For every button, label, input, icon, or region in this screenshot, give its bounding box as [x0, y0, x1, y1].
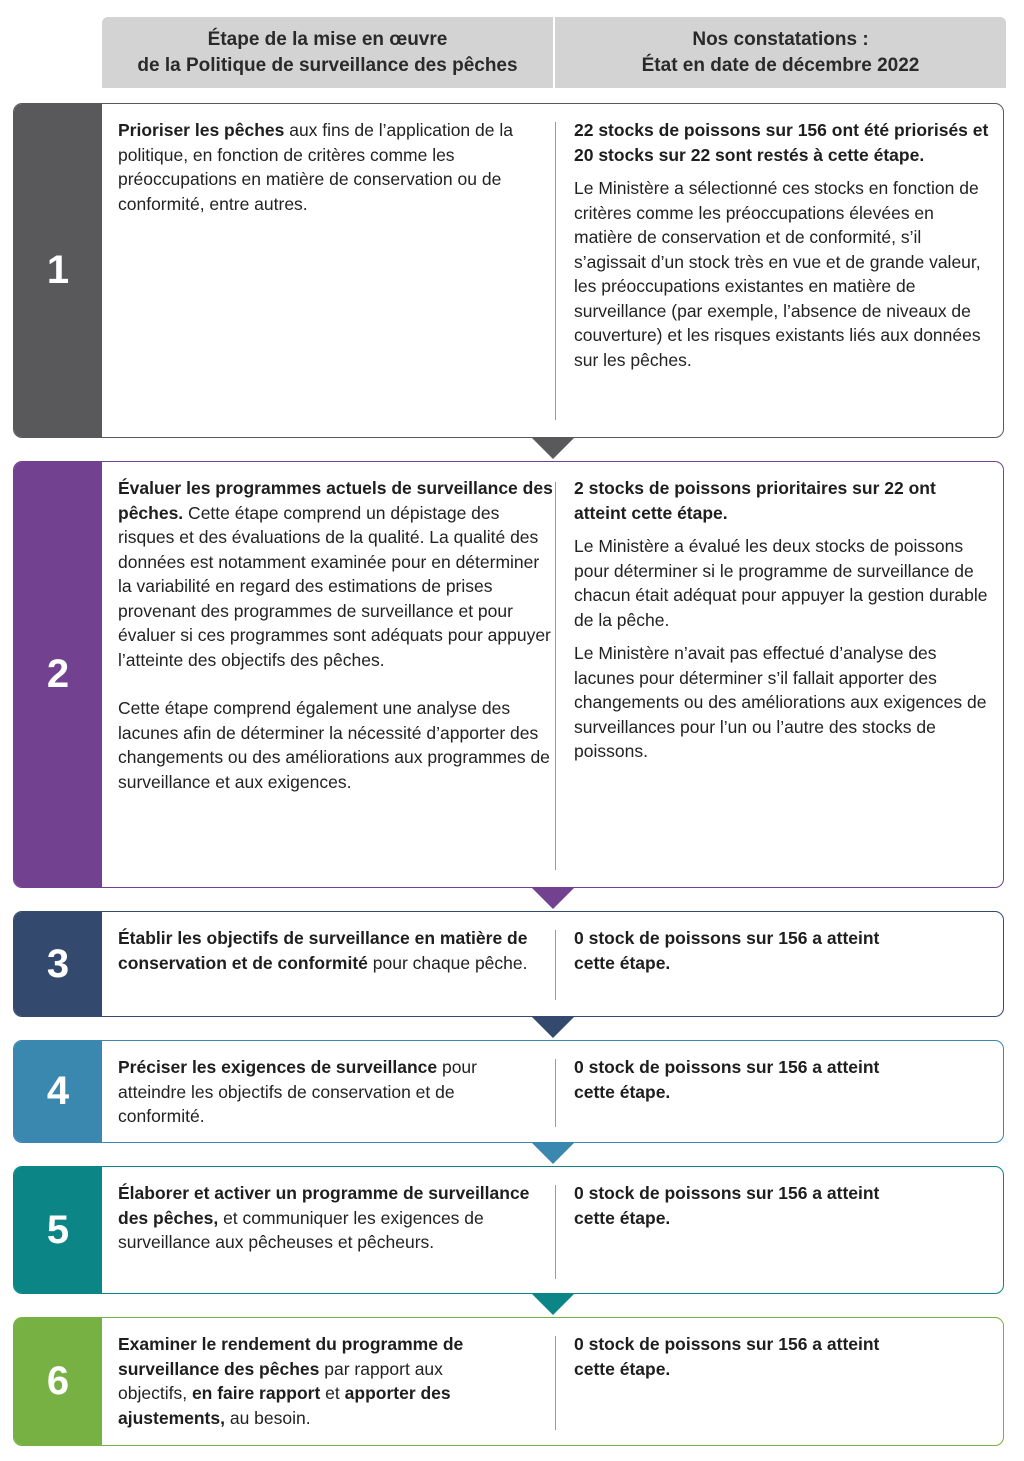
step-title-2: en faire rapport: [191, 1383, 321, 1403]
step-title: Examiner le rendement du programme de surveillance des pêches: [118, 1334, 464, 1379]
step-description: [102, 1041, 555, 1142]
step-description: [102, 1167, 555, 1293]
step-3: [13, 911, 1004, 1017]
finding-summary: 22 stocks de poissons sur 156 ont été priorisés et 20 stocks sur 22 sont restés à cette étape.: [574, 120, 989, 165]
step-findings: [555, 1318, 1003, 1445]
finding-detail: Le Ministère a évalué les deux stocks de poissons pour déterminer si le programme de surveillance de chacun était adéquat pour appuyer la gestion durable de la pêche.: [574, 536, 988, 630]
step-text-3: au besoin.: [224, 1407, 311, 1428]
down-arrow-icon: [531, 1293, 575, 1315]
step-description: [102, 912, 555, 1016]
finding-summary: 2 stocks de poissons prioritaires sur 22 ont atteint cette étape.: [574, 478, 936, 523]
column-divider: [555, 482, 556, 870]
step-findings: [555, 1041, 1003, 1142]
step-number: 5: [14, 1167, 102, 1293]
step-text-2: Cette étape comprend également une analyse des lacunes afin de déterminer la nécessité d’apporter des changements ou des améliorations aux programmes de surveillance et aux exigences.: [118, 698, 550, 792]
step-text: aux fins de l’application de la politique, en fonction de critères comme les préoccupations en matière de conservation ou de conformité, entre autres.: [118, 120, 513, 214]
step-5: [13, 1166, 1004, 1294]
column-divider: [555, 1059, 556, 1127]
step-number: 4: [14, 1041, 102, 1142]
step-text: par rapport aux objectifs,: [118, 1358, 443, 1403]
header-step-column: [102, 17, 555, 88]
finding-summary: 0 stock de poissons sur 156 a atteint cette étape.: [574, 1057, 880, 1102]
header-left-line1: Étape de la mise en œuvre: [207, 28, 448, 50]
step-findings: [555, 462, 1003, 887]
step-title: Élaborer et activer un programme de surveillance des pêches,: [118, 1183, 530, 1228]
header-right-line2: État en date de décembre 2022: [641, 54, 920, 76]
step-number: 2: [14, 462, 102, 887]
finding-summary: 0 stock de poissons sur 156 a atteint cette étape.: [574, 928, 880, 973]
step-4: [13, 1040, 1004, 1143]
step-title: Prioriser les pêches: [118, 120, 285, 140]
table-header: [102, 17, 1006, 88]
step-text: Cette étape comprend un dépistage des risques et des évaluations de la qualité. La qualité des données est notamment examinée pour en déterminer la variabilité en regard des estimations de prises provenant des programmes de surveillance et pour évaluer si ces programmes sont adéquats pour appuyer l’atteinte des objectifs des pêches.: [118, 502, 551, 670]
column-divider: [555, 930, 556, 1000]
column-divider: [555, 1336, 556, 1430]
finding-summary: 0 stock de poissons sur 156 a atteint cette étape.: [574, 1183, 880, 1228]
down-arrow-icon: [531, 887, 575, 909]
down-arrow-icon: [531, 437, 575, 459]
step-1: [13, 103, 1004, 438]
step-title-3: apporter des ajustements,: [118, 1383, 451, 1428]
header-left-line2: de la Politique de surveillance des pêches: [137, 54, 518, 76]
step-title: Établir les objectifs de surveillance en matière de conservation et de conformité: [118, 928, 528, 973]
step-number: 3: [14, 912, 102, 1016]
finding-detail: Le Ministère n’avait pas effectué d’analyse des lacunes pour déterminer s’il fallait apporter des changements ou des améliorations aux exigences de surveillances pour l’un ou l’autre des stocks de poissons.: [574, 643, 987, 761]
step-text: et communiquer les exigences de surveillance aux pêcheuses et pêcheurs.: [118, 1207, 484, 1252]
step-title: Préciser les exigences de surveillance: [118, 1057, 438, 1077]
step-text-2: et: [320, 1383, 345, 1403]
column-divider: [555, 1185, 556, 1279]
step-number: 1: [14, 104, 102, 437]
step-findings: [555, 104, 1003, 437]
down-arrow-icon: [531, 1016, 575, 1038]
step-description: [102, 462, 555, 887]
finding-summary: 0 stock de poissons sur 156 a atteint cette étape.: [574, 1334, 880, 1379]
step-6: [13, 1317, 1004, 1446]
down-arrow-icon: [531, 1142, 575, 1164]
step-2: [13, 461, 1004, 888]
step-text: pour atteindre les objectifs de conservation et de conformité.: [118, 1057, 477, 1126]
step-text: pour chaque pêche.: [367, 952, 528, 973]
column-divider: [555, 122, 556, 420]
step-description: [102, 1318, 555, 1445]
step-findings: [555, 1167, 1003, 1293]
step-number: 6: [14, 1318, 102, 1445]
step-findings: [555, 912, 1003, 1016]
header-right-line1: Nos constatations :: [692, 28, 869, 50]
step-title: Évaluer les programmes actuels de surveillance des pêches.: [118, 478, 553, 523]
step-description: [102, 104, 555, 437]
finding-detail: Le Ministère a sélectionné ces stocks en fonction de critères comme les préoccupations élevées en matière de conservation et de conformité, s’il s’agissait d’un stock très en vue et de grande valeur, les préoccupations existantes en matière de surveillance (par exemple, l’absence de niveaux de couverture) et les risques existants liés aux données sur les pêches.: [574, 178, 981, 370]
header-findings-column: [555, 17, 1006, 88]
